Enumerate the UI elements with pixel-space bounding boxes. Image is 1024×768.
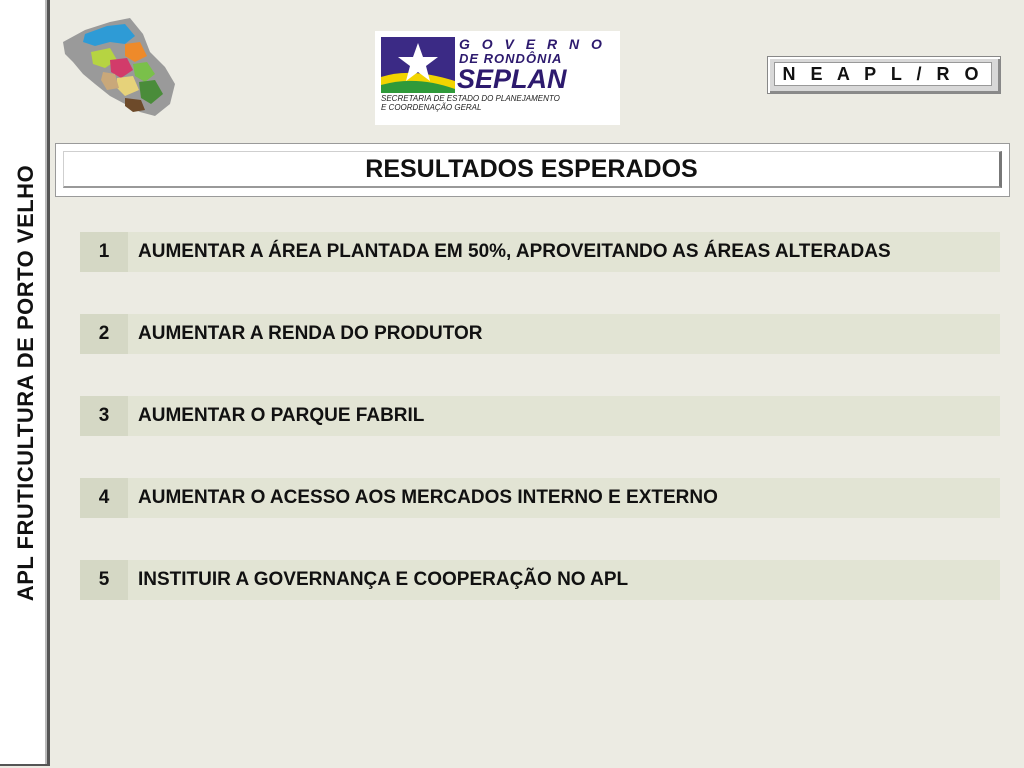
title-box — [55, 143, 1010, 197]
rondonia-map-icon — [55, 12, 180, 122]
list-item — [80, 232, 1000, 272]
logo-subtitle-1: SECRETARIA DE ESTADO DO PLANEJAMENTO — [381, 94, 560, 103]
list-item — [80, 396, 1000, 436]
list-item-number: 1 — [80, 232, 128, 272]
list-item-text: AUMENTAR A RENDA DO PRODUTOR — [128, 314, 1000, 354]
list-item-number: 3 — [80, 396, 128, 436]
list-item-text: INSTITUIR A GOVERNANÇA E COOPERAÇÃO NO APL — [128, 560, 1000, 600]
list-item-text: AUMENTAR O ACESSO AOS MERCADOS INTERNO E EXTERNO — [128, 478, 1000, 518]
logo-line-governo: G O V E R N O — [459, 36, 606, 52]
side-banner — [0, 0, 50, 766]
list-item-number: 5 — [80, 560, 128, 600]
logo-subtitle-2: E COORDENAÇÃO GERAL — [381, 103, 482, 112]
list-item — [80, 560, 1000, 600]
list-item-number: 4 — [80, 478, 128, 518]
neapl-badge — [767, 56, 1001, 94]
list-item — [80, 478, 1000, 518]
logo-line-seplan: SEPLAN — [457, 64, 567, 94]
logo-line-rondonia: DE RONDÔNIA — [459, 51, 563, 66]
list-item-text: AUMENTAR O PARQUE FABRIL — [128, 396, 1000, 436]
list-item — [80, 314, 1000, 354]
list-item-text: AUMENTAR A ÁREA PLANTADA EM 50%, APROVEITANDO AS ÁREAS ALTERADAS — [128, 232, 1000, 272]
star-logo-icon — [381, 37, 455, 93]
list-item-number: 2 — [80, 314, 128, 354]
page-title: RESULTADOS ESPERADOS — [63, 151, 1002, 188]
side-banner-title: APL FRUTICULTURA DE PORTO VELHO — [13, 164, 38, 602]
seplan-logo — [375, 31, 620, 125]
neapl-badge-label: N E A P L / R O — [774, 62, 992, 86]
